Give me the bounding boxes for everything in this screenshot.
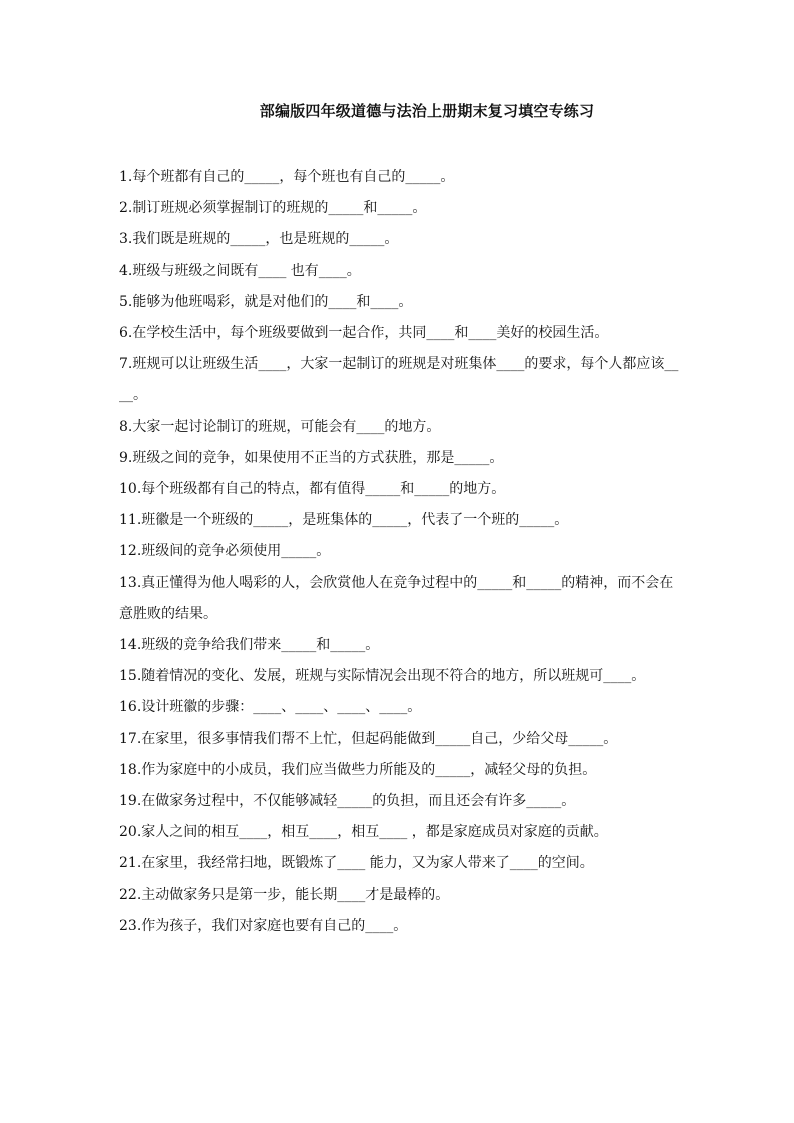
- question-item: 5.能够为他班喝彩，就是对他们的____和____。: [119, 293, 413, 310]
- question-item: 13.真正懂得为他人喝彩的人，会欣赏他人在竞争过程中的_____和_____的精神，而不会在意胜败的结果。: [119, 574, 674, 622]
- question-item: 16.设计班徽的步骤：____、____、____、____。: [119, 699, 422, 716]
- question-item: 1.每个班都有自己的_____，每个班也有自己的_____。: [119, 169, 455, 185]
- question-item: 15.随着情况的变化、发展，班规与实际情况会出现不符合的地方，所以班规可____。: [119, 668, 646, 685]
- question-item: 9.班级之间的竞争，如果使用不正当的方式获胜，那是_____。: [119, 449, 504, 466]
- question-item: 11.班徽是一个班级的_____，是班集体的_____，代表了一个班的_____。: [119, 512, 569, 529]
- question-item: 20.家人之间的相互____，相互____，相互____ ，都是家庭成员对家庭的贡献。: [119, 824, 608, 841]
- question-item: 22.主动做家务只是第一步，能长期____才是最棒的。: [119, 886, 450, 903]
- page-title: 部编版四年级道德与法治上册期末复习填空专练习: [259, 102, 595, 120]
- question-item: 21.在家里，我经常扫地，既锻炼了____ 能力，又为家人带来了____的空间。: [119, 855, 594, 872]
- question-list: [119, 162, 684, 942]
- question-item: 18.作为家庭中的小成员，我们应当做些力所能及的_____，减轻父母的负担。: [119, 761, 597, 778]
- question-item: 23.作为孩子，我们对家庭也要有自己的____。: [119, 917, 408, 934]
- question-item: 3.我们既是班规的_____，也是班规的_____。: [119, 231, 399, 248]
- question-item: 17.在家里，很多事情我们帮不上忙，但起码能做到_____自己，少给父母_____。: [119, 730, 618, 747]
- question-item: 12.班级间的竞争必须使用_____。: [119, 543, 331, 560]
- question-item: 14.班级的竞争给我们带来_____和_____。: [119, 637, 380, 654]
- question-item: 19.在做家务过程中，不仅能够减轻_____的负担，而且还会有许多_____。: [119, 793, 576, 810]
- question-item: 7.班规可以让班级生活____，大家一起制订的班规是对班集体____的要求，每个人都应该____。: [119, 356, 679, 404]
- question-item: 4.班级与班级之间既有____ 也有____。: [119, 262, 361, 279]
- question-item: 8.大家一起讨论制订的班规，可能会有____的地方。: [119, 418, 441, 435]
- question-item: 2.制订班规必须掌握制订的班规的_____和_____。: [119, 200, 427, 217]
- question-item: 6.在学校生活中，每个班级要做到一起合作，共同____和____美好的校园生活。: [119, 325, 609, 342]
- question-item: 10.每个班级都有自己的特点，都有值得_____和_____的地方。: [119, 481, 506, 498]
